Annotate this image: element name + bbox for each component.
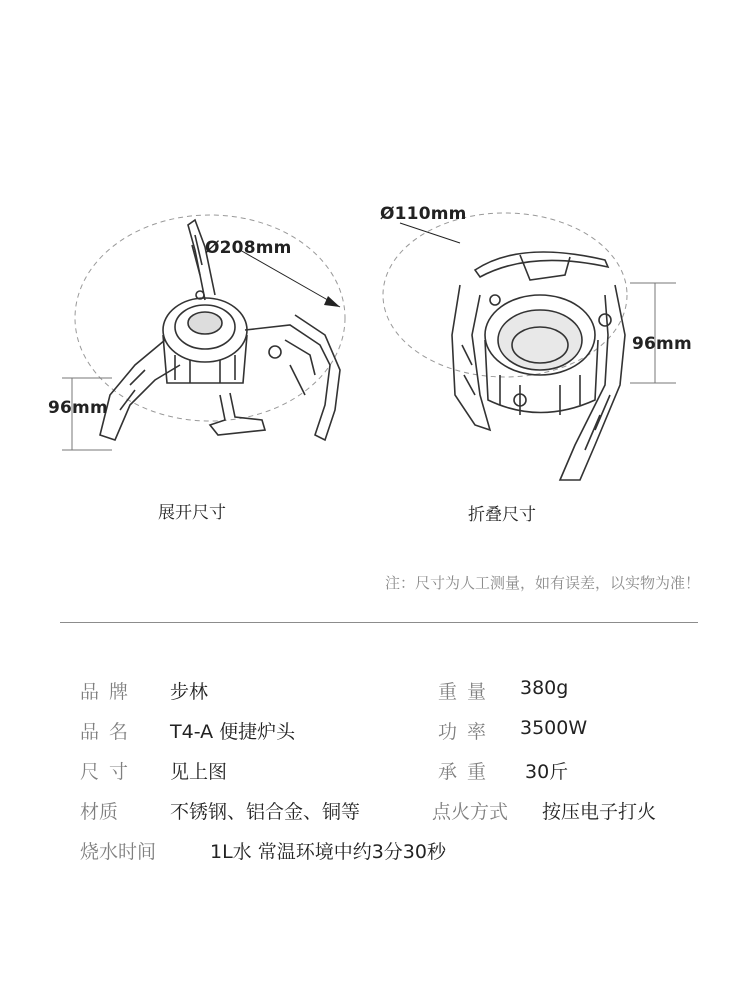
unfolded-stove-drawing: [40, 195, 360, 475]
spec-boil-time-value: 1L水 常温环境中约3分30秒: [210, 841, 446, 863]
spec-brand-label: 品牌: [80, 681, 139, 703]
folded-height-label: 96mm: [632, 334, 692, 354]
spec-name-value: T4-A 便捷炉头: [170, 721, 296, 743]
spec-power-label: 功率: [438, 721, 497, 743]
spec-ignition-label: 点火方式: [432, 801, 509, 823]
section-divider: [60, 622, 698, 623]
spec-size-value: 见上图: [170, 761, 228, 783]
spec-power-value: 3500W: [520, 717, 588, 739]
spec-weight-label: 重量: [438, 681, 497, 703]
spec-ignition-value: 按压电子打火: [542, 801, 657, 823]
unfolded-caption: 展开尺寸: [158, 503, 226, 523]
unfolded-diameter-label: Ø208mm: [205, 238, 292, 258]
spec-name-label: 品名: [80, 721, 139, 743]
spec-boil-time-label: 烧水时间: [80, 841, 157, 863]
measurement-note: 注：尺寸为人工测量，如有误差，以实物为准！: [384, 574, 700, 592]
folded-caption: 折叠尺寸: [468, 505, 536, 525]
spec-size-label: 尺寸: [80, 761, 139, 783]
spec-load-label: 承重: [438, 761, 497, 783]
spec-material-value: 不锈钢、铝合金、铜等: [170, 801, 361, 823]
folded-diameter-label: Ø110mm: [380, 204, 467, 224]
spec-weight-value: 380g: [520, 677, 569, 699]
spec-material-label: 材质: [80, 801, 119, 823]
spec-brand-value: 步林: [170, 681, 209, 703]
spec-load-value: 30斤: [525, 761, 569, 783]
unfolded-height-label: 96mm: [48, 398, 108, 418]
